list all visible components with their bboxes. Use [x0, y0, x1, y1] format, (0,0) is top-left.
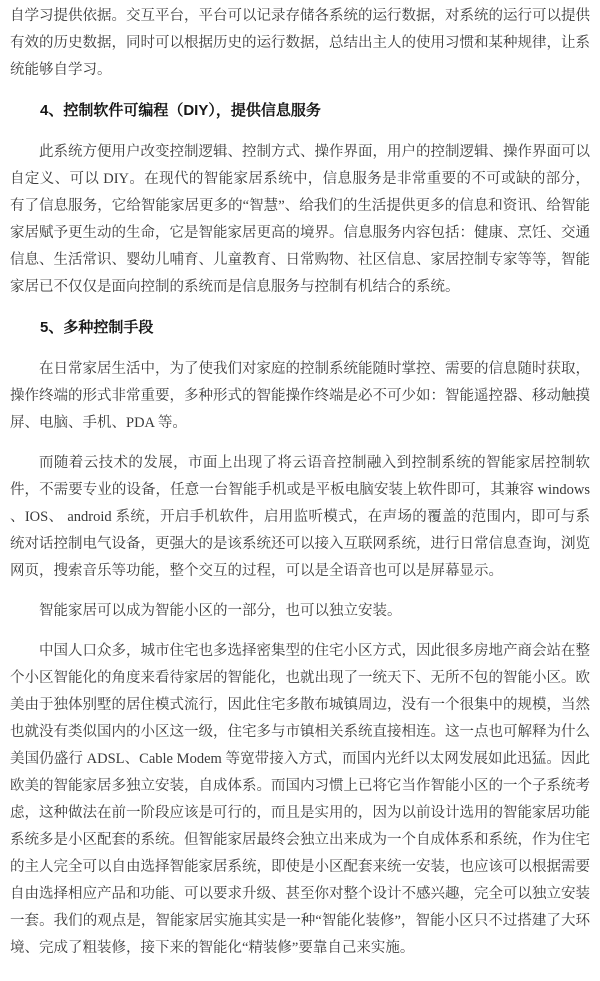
paragraph-china-vs-western: 中国人口众多，城市住宅也多选择密集型的住宅小区方式，因此很多房地产商会站在整个小区智能化的角度来看待家居的智能化，也就出现了一统天下、无所不包的智能小区。欧美由于独体别墅的居住模式流行，因此住宅多散布城镇周边，没有一个很集中的规模，当然也就没有类似国内的小区这一级，住宅多与市镇相关系统直接相连。这一点也可解释为什么美国仍盛行 ADSL、Cable Modem 等宽带接入方式，而国内光纤以太网发展如此迅猛。因此欧美的智能家居多独立安装，自成体系。而国内习惯上已将它当作智能小区的一个子系统考虑，这种做法在前一阶段应该是可行的，而且是实用的，因为以前设计选用的智能家居功能系统多是小区配套的系统。但智能家居最终会独立出来成为一个自成体系和系统，作为住宅的主人完全可以自由选择智能家居系统，即使是小区配套来统一安装，也应该可以根据需要自由选择相应产品和功能、可以要求升级、甚至你对整个设计不感兴趣，完全可以独立安装一套。我们的观点是，智能家居实施其实是一种“智能化装修”，智能小区只不过搭建了大环境、完成了粗装修，接下来的智能化“精装修”要靠自己来实施。	[10, 643, 590, 956]
paragraph-continuation: 自学习提供依据。交互平台，平台可以记录存储各系统的运行数据，对系统的运行可以提供有效的历史数据，同时可以根据历史的运行数据，总结出主人的使用习惯和某种规律，让系统能够自学习。	[10, 8, 590, 78]
section-heading-4: 4、控制软件可编程（DIY），提供信息服务	[40, 102, 321, 119]
paragraph-cloud-voice-control: 而随着云技术的发展，市面上出现了将云语音控制融入到控制系统的智能家居控制软件，不需要专业的设备，任意一台智能手机或是平板电脑安装上软件即可，其兼容 windows 、IOS、 android 系统，开启手机软件，启用监听模式，在声场的覆盖的范围内，即可与系统对话控制电气设备，更强大的是该系统还可以接入互联网系统，进行日常信息查询，浏览网页，搜索音乐等功能，整个交互的过程，可以是全语音也可以是屏幕显示。	[10, 455, 590, 579]
paragraph-control-terminals: 在日常家居生活中，为了使我们对家庭的控制系统能随时掌控、需要的信息随时获取，操作终端的形式非常重要，多种形式的智能操作终端是必不可少如：智能遥控器、移动触摸屏、电脑、手机、PDA 等。	[10, 361, 590, 431]
paragraph-community-or-standalone: 智能家居可以成为智能小区的一部分，也可以独立安装。	[39, 603, 402, 619]
section-heading-5: 5、多种控制手段	[40, 319, 154, 336]
paragraph-diy-info-service: 此系统方便用户改变控制逻辑、控制方式、操作界面，用户的控制逻辑、操作界面可以自定义、可以 DIY。在现代的智能家居系统中，信息服务是非常重要的不可或缺的部分，有了信息服务，它给智能家居更多的“智慧”、给我们的生活提供更多的信息和资讯、给智能家居赋予更生动的生命，它是智能家居更高的境界。信息服务内容包括：健康、烹饪、交通信息、生活常识、婴幼儿哺育、儿童教育、日常购物、社区信息、家居控制专家等等，智能家居已不仅仅是面向控制的系统而是信息服务与控制有机结合的系统。	[10, 144, 590, 295]
document-body	[10, 3, 590, 962]
